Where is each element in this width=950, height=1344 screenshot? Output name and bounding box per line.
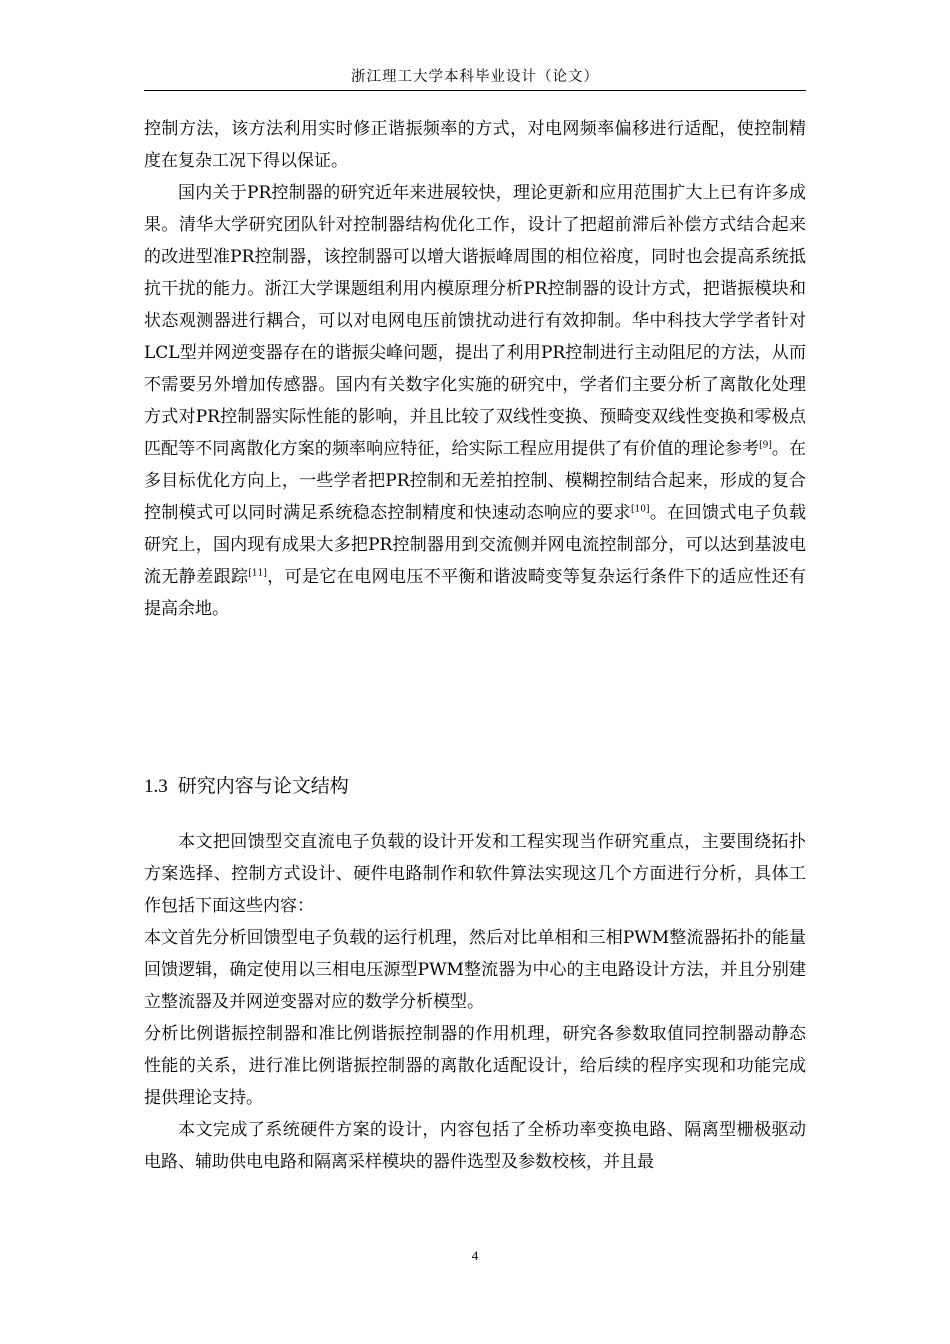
paragraph-text-part1: 国内关于PR控制器的研究近年来进展较快，理论更新和应用范围扩大上已有许多成果。清华大学研究团队针对控制器结构优化工作，设计了把超前滞后补偿方式结合起来的改进型准PR控制器，该控制器可以增大谐振峰周围的相位裕度，同时也会提高系统抵抗干扰的能力。浙江大学课题组利用内模原理分析PR控制器的设计方式，把谐振模块和状态观测器进行耦合，可以对电网电压前馈扰动进行有效抑制。华中科技大学学者针对LCL型并网逆变器存在的谐振尖峰问题，提出了利用PR控制进行主动阻尼的方法，从而不需要另外增加传感器。国内有关数字化实施的研究中，学者们主要分析了离散化处理方式对PR控制器实际性能的影响，并且比较了双线性变换、预畸变双线性变换和零极点匹配等不同离散化方案的频率响应特征，给实际工程应用提供了有价值的理论参考 [144,183,806,459]
paragraph-item-1: 本文首先分析回馈型电子负载的运行机理，然后对比单相和三相PWM整流器拓扑的能量回馈逻辑，确定使用以三相电压源型PWM整流器为中心的主电路设计方法，并且分别建立整流器及并网逆变器对应的数学分析模型。 [144,928,806,1012]
header-title: 浙江理工大学本科毕业设计（论文） [351,69,599,85]
section-heading [144,770,806,802]
paragraph-item-3: 本文完成了系统硬件方案的设计，内容包括了全桥功率变换电路、隔离型栅极驱动电路、辅助供电电路和隔离采样模块的器件选型及参数校核，并且最 [144,1120,806,1172]
paragraph-text-part2: 。在多目标优化方向上，一些学者把PR控制和无差拍控制、模糊控制结合起来，形成的复合控制模式可以同时满足系统稳态控制精度和快速动态响应的要求 [144,439,806,523]
page-number-text: 4 [471,1248,479,1263]
citation-9[interactable]: [9] [759,440,772,451]
paragraph-intro: 本文把回馈型交直流电子负载的设计开发和工程实现当作研究重点，主要围绕拓扑方案选择、控制方式设计、硬件电路制作和软件算法实现这几个方面进行分析，具体工作包括下面这些内容： [144,832,806,916]
paragraph-domestic-research [144,177,806,625]
paragraph-group-lower [144,826,806,1178]
paragraph-text-part3: 。在回馈式电子负载研究上，国内现有成果大多把PR控制器用到交流侧并网电流控制部分，可以达到基波电流无静差跟踪 [144,503,806,587]
citation-10[interactable]: [10] [630,504,650,515]
paragraph-group-upper [144,113,806,625]
page-number [144,1248,806,1264]
section-number: 1.3 [144,776,168,797]
paragraph-continuation: 控制方法，该方法利用实时修正谐振频率的方式，对电网频率偏移进行适配，使控制精度在复杂工况下得以保证。 [144,119,806,171]
paragraph-item-2: 分析比例谐振控制器和准比例谐振控制器的作用机理，研究各参数取值同控制器动静态性能的关系，进行准比例谐振控制器的离散化适配设计，给后续的程序实现和功能完成提供理论支持。 [144,1024,806,1108]
page-header [144,64,806,91]
paragraph-text-part4: ，可是它在电网电压不平衡和谐波畸变等复杂运行条件下的适应性还有提高余地。 [144,567,807,619]
citation-11[interactable]: [11] [248,568,267,579]
section-title: 研究内容与论文结构 [177,775,349,797]
